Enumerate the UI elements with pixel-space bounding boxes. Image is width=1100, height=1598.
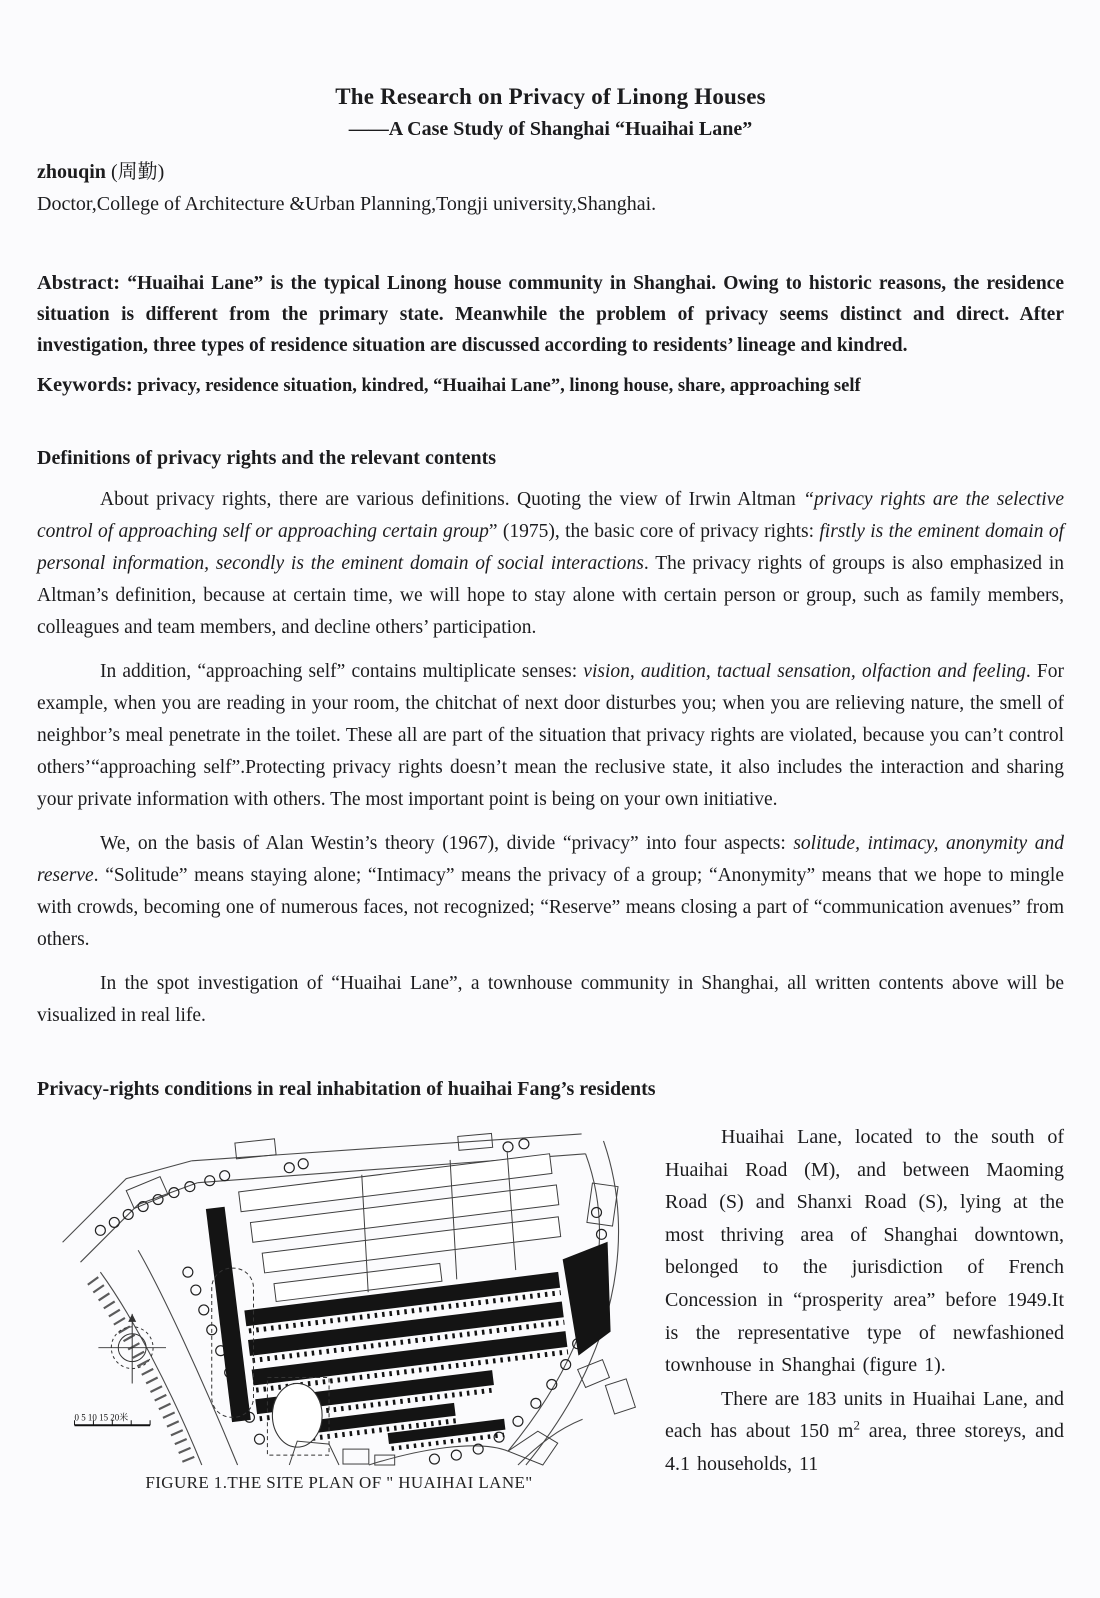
abstract-text: “Huaihai Lane” is the typical Linong house community in Shanghai. Owing to historic reasons, the residence situation is different from the primary state. Meanwhile the problem of privacy seems distinct and direct. After investigation, three types of residence situation are discussed according to residents’ lineage and kindred.	[37, 273, 1064, 356]
paper-subtitle: ——A Case Study of Shanghai “Huaihai Lane”	[348, 118, 753, 140]
figure-and-text-row	[37, 1121, 1064, 1493]
section-heading-conditions: Privacy-rights conditions in real inhabitation of huaihai Fang’s residents	[37, 1078, 656, 1100]
definitions-paragraph-1: About privacy rights, there are various definitions. Quoting the view of Irwin Altman “privacy rights are the selective control of approaching self or approaching certain group” (1975), the basic core of privacy rights: firstly is the eminent domain of personal information, secondly is the eminent domain of social interactions. The privacy rights of groups is also emphasized in Altman’s definition, because at certain time, we will hope to stay alone with certain person or group, such as family members, colleagues and team members, and decline others’ participation.	[37, 489, 1064, 638]
definitions-paragraph-3: We, on the basis of Alan Westin’s theory (1967), divide “privacy” into four aspects: solitude, intimacy, anonymity and reserve. “Solitude” means staying alone; “Intimacy” means the privacy of a group; “Anonymity” means that we hope to mingle with crowds, becoming one of numerous faces, not recognized; “Reserve” means closing a part of “communication avenues” from others.	[37, 833, 1064, 950]
keywords-line	[37, 370, 1064, 401]
definitions-paragraph-2: In addition, “approaching self” contains multiplicate senses: vision, audition, tactual sensation, olfaction and feeling. For example, when you are reading in your room, the chitchat of next door disturbes you; when you are relieving nature, the smell of neighbor’s meal penetrate in the toilet. These all are part of the situation that privacy rights are violated, because you can’t control others’“approaching self”.Protecting privacy rights doesn’t mean the reclusive state, it also includes the interaction and sharing your private information with others. The most important point is being on your own initiative.	[37, 661, 1064, 810]
keywords-label: Keywords:	[37, 374, 133, 396]
figure-caption: FIGURE 1.THE SITE PLAN OF " HUAIHAI LANE"	[145, 1473, 533, 1492]
conditions-paragraph-1: Huaihai Lane, located to the south of Huaihai Road (M), and between Maoming Road (S) and Shanxi Road (S), lying at the most thriving area of Shanghai downtown, belonged to the jurisdiction of French Concession in “prosperity area” before 1949.It is the representative type of newfashioned townhouse in Shanghai (figure 1).	[665, 1126, 1064, 1377]
affiliation-line: Doctor,College of Architecture &Urban Planning,Tongji university,Shanghai.	[37, 193, 657, 215]
paper-title: The Research on Privacy of Linong Houses	[335, 84, 766, 109]
site-plan-map	[37, 1121, 641, 1467]
conditions-paragraph-2: There are 183 units in Huaihai Lane, and each has about 150 $m^2$ area, three storeys, and 4.1 households, 11	[665, 1387, 1064, 1475]
abstract-paragraph	[37, 268, 1064, 361]
section-heading-definitions: Definitions of privacy rights and the relevant contents	[37, 447, 497, 469]
figure-side-text-column	[665, 1121, 1064, 1482]
figure-1	[37, 1121, 641, 1493]
definitions-paragraph-4: In the spot investigation of “Huaihai Lane”, a townhouse community in Shanghai, all written contents above will be visualized in real life.	[37, 973, 1064, 1026]
keywords-text: privacy, residence situation, kindred, “Huaihai Lane”, linong house, share, approaching self	[132, 376, 861, 396]
author-line: zhouqin (周勤)	[37, 161, 165, 183]
abstract-label: Abstract:	[37, 272, 121, 294]
scale-label: 0 5 10 15 20米	[74, 1412, 129, 1423]
site-plan-svg	[37, 1121, 641, 1467]
